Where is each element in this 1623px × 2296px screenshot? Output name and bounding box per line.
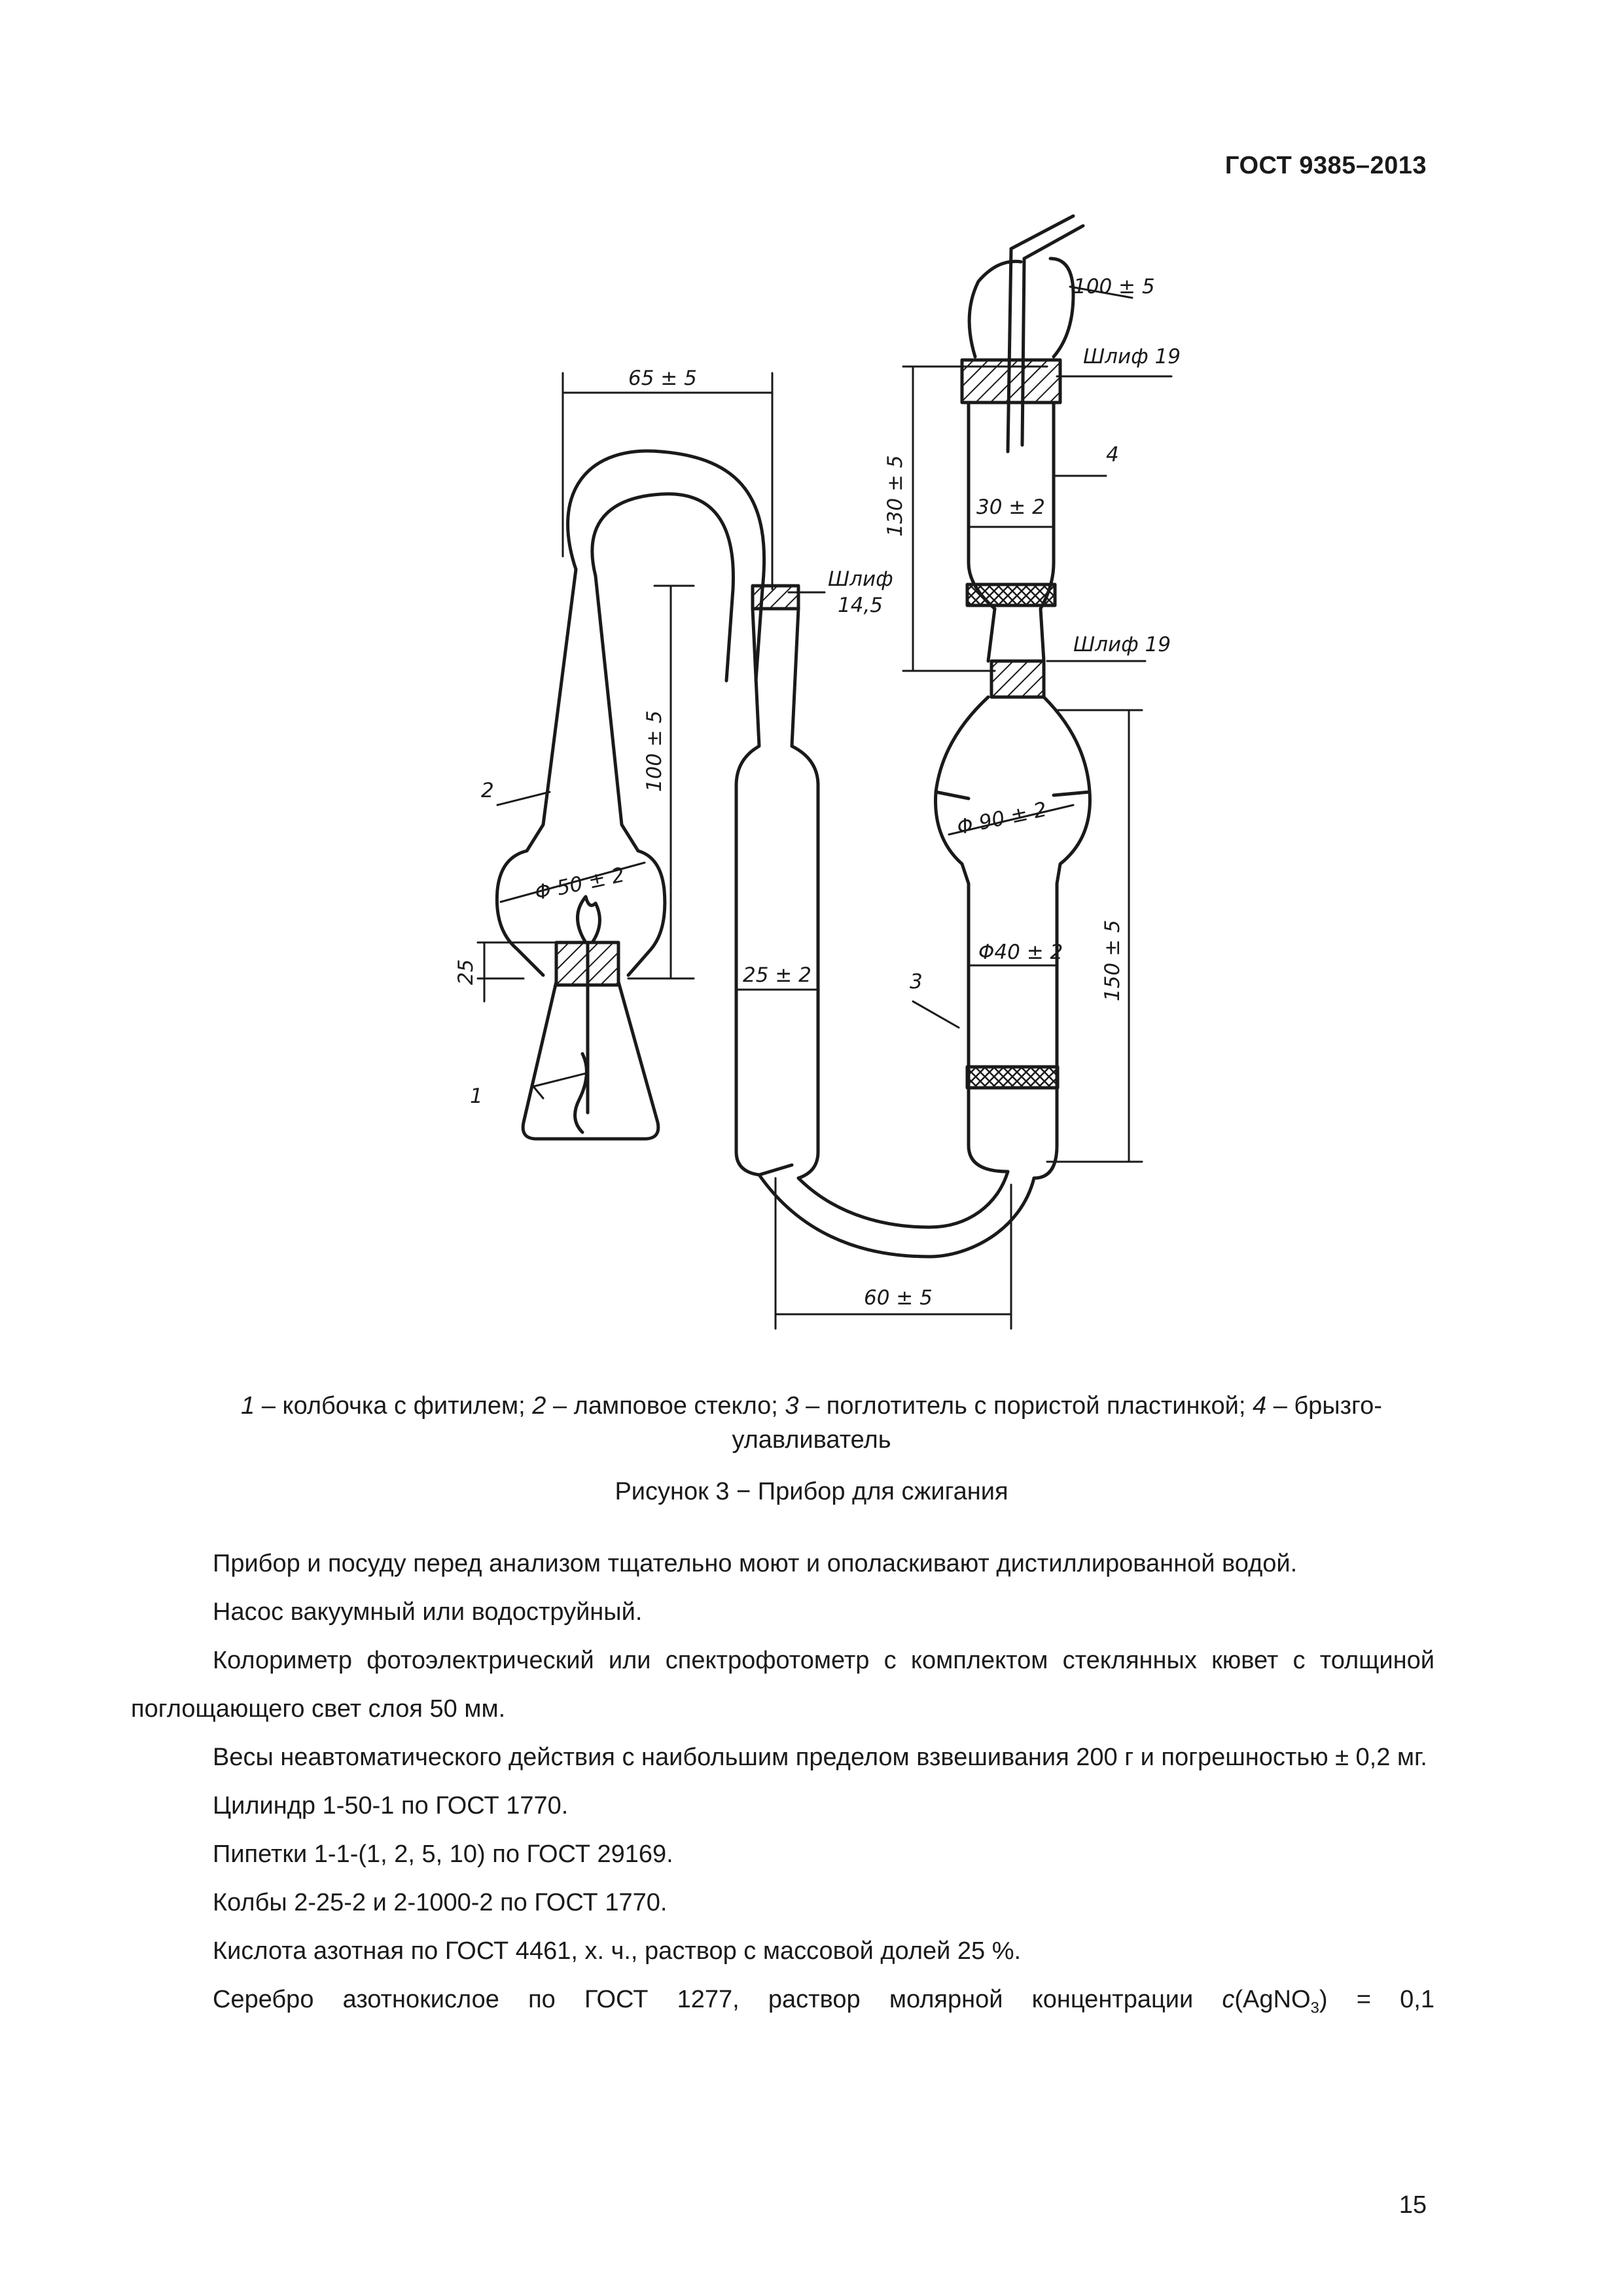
- paragraph-flasks: Колбы 2-25-2 и 2-1000-2 по ГОСТ 1770.: [213, 1889, 668, 1916]
- flask-with-wick: [523, 897, 658, 1139]
- label-height-130: 130 ± 5: [883, 455, 907, 537]
- absorber-tube: [736, 609, 1034, 1257]
- paragraph-pump: Насос вакуумный или водоструйный.: [213, 1598, 643, 1626]
- legend-text-4: – брызго-: [1266, 1392, 1382, 1420]
- label-ground-14-5-size: 14,5: [838, 594, 883, 617]
- label-width-60: 60 ± 5: [864, 1286, 933, 1310]
- legend-text-1: – колбочка с фитилем;: [255, 1392, 533, 1420]
- label-diam-30: 30 ± 2: [976, 495, 1045, 519]
- label-height-100: 100 ± 5: [643, 710, 666, 792]
- label-part-1: 1: [470, 1085, 483, 1108]
- label-diam-40: Φ40 ± 2: [978, 941, 1063, 964]
- legend-text-3: – поглотитель с пористой пластинкой;: [798, 1392, 1253, 1420]
- figure-caption: Рисунок 3 − Прибор для сжигания: [615, 1478, 1008, 1505]
- concentration-symbol: c: [1222, 1986, 1235, 2013]
- label-height-25: 25: [454, 959, 478, 985]
- label-width-25: 25 ± 2: [743, 963, 812, 987]
- formula-subscript: 3: [1310, 1999, 1319, 2017]
- formula-value: ) = 0,1: [1319, 1986, 1435, 2013]
- label-tube-100: 100 ± 5: [1073, 275, 1155, 298]
- figure-legend: [131, 1389, 1492, 1457]
- body-text: [131, 1539, 1435, 2033]
- label-width-65: 65 ± 5: [628, 367, 697, 390]
- label-diam-90: Φ 90 ± 2: [955, 797, 1049, 840]
- absorber-and-spray-trap: [936, 216, 1090, 1178]
- paragraph-pipettes: Пипетки 1-1-(1, 2, 5, 10) по ГОСТ 29169.: [213, 1840, 673, 1868]
- label-ground-19-top: Шлиф 19: [1083, 345, 1181, 368]
- label-ground-19-bottom: Шлиф 19: [1073, 633, 1171, 656]
- label-part-3: 3: [910, 970, 923, 994]
- legend-line-1: [131, 1389, 1492, 1423]
- paragraph-nitric-acid: Кислота азотная по ГОСТ 4461, х. ч., раствор с массовой долей 25 %.: [213, 1937, 1022, 1965]
- legend-number-1: 1: [241, 1392, 255, 1420]
- label-ground-14-5: Шлиф: [828, 567, 893, 591]
- label-part-4: 4: [1106, 443, 1119, 467]
- paragraph-rinse: Прибор и посуду перед анализом тщательно моют и ополаскивают дистиллированной водой.: [213, 1550, 1298, 1577]
- paragraph-colorimeter: Колориметр фотоэлектрический или спектрофотометр с комплектом стеклянных кювет с толщиной поглощающего свет слоя 50 мм.: [131, 1647, 1435, 1723]
- label-part-2: 2: [481, 779, 494, 802]
- legend-line-2: улавливатель: [732, 1426, 891, 1454]
- legend-number-2: 2: [532, 1392, 546, 1420]
- label-diam-50: Φ 50 ± 2: [533, 863, 627, 905]
- silver-nitrate-text: Серебро азотнокислое по ГОСТ 1277, раствор молярной концентрации: [213, 1986, 1222, 2013]
- ground-joint-14-5: [753, 586, 798, 609]
- formula-text: (AgNO: [1234, 1986, 1311, 2013]
- paragraph-scales: Весы неавтоматического действия с наибольшим пределом взвешивания 200 г и погрешностью ± 0,2 мг.: [213, 1744, 1427, 1771]
- paragraph-cylinder: Цилиндр 1-50-1 по ГОСТ 1770.: [213, 1792, 569, 1820]
- legend-number-3: 3: [785, 1392, 799, 1420]
- page-number: 15: [1399, 2191, 1427, 2219]
- paragraph-silver-nitrate: [131, 1975, 1435, 2033]
- document-header: ГОСТ 9385–2013: [1224, 152, 1427, 179]
- dimension-lines: [478, 287, 1171, 1329]
- legend-text-2: – ламповое стекло;: [546, 1392, 785, 1420]
- legend-number-4: 4: [1253, 1392, 1267, 1420]
- label-height-150: 150 ± 5: [1101, 920, 1124, 1001]
